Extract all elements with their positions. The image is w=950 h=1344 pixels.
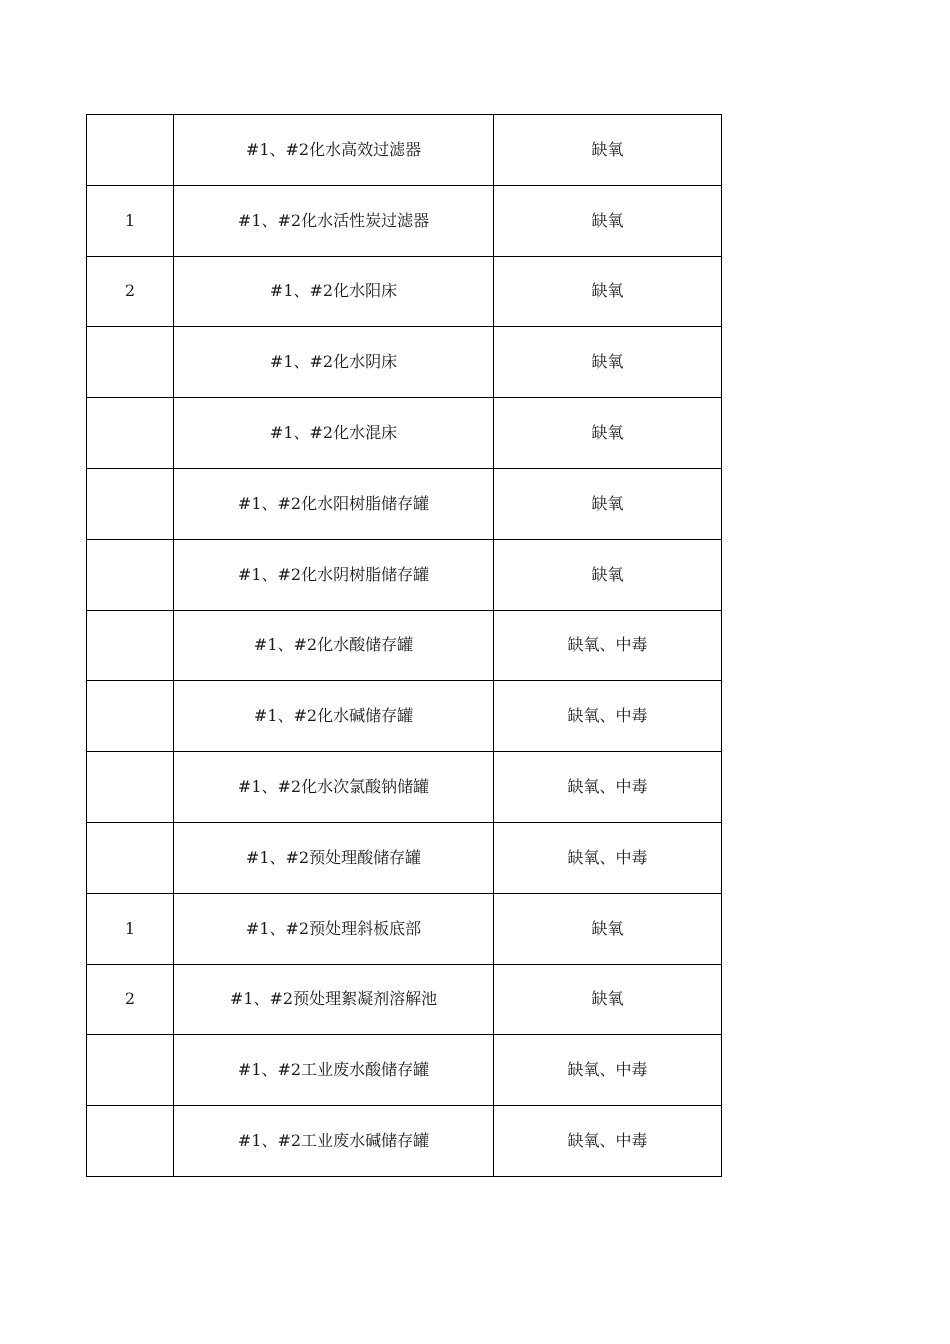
row-number-cell: 2 — [87, 256, 174, 327]
hazard-cell: 缺氧、中毒 — [494, 822, 722, 893]
location-name-cell: #1、#2化水碱储存罐 — [174, 681, 494, 752]
table-row — [87, 681, 722, 752]
table-row — [87, 539, 722, 610]
table-row — [87, 752, 722, 823]
row-number-cell — [87, 822, 174, 893]
table-row — [87, 185, 722, 256]
location-name-cell: #1、#2化水阳树脂储存罐 — [174, 468, 494, 539]
hazard-cell: 缺氧、中毒 — [494, 681, 722, 752]
row-number-cell — [87, 1106, 174, 1177]
hazard-cell: 缺氧 — [494, 539, 722, 610]
row-number-cell — [87, 468, 174, 539]
row-number-cell — [87, 398, 174, 469]
row-number-cell — [87, 115, 174, 186]
table-body — [87, 115, 722, 1177]
table-row — [87, 327, 722, 398]
row-number-cell — [87, 327, 174, 398]
table-row — [87, 893, 722, 964]
hazard-cell: 缺氧 — [494, 468, 722, 539]
table-row — [87, 822, 722, 893]
location-name-cell: #1、#2工业废水碱储存罐 — [174, 1106, 494, 1177]
location-name-cell: #1、#2化水酸储存罐 — [174, 610, 494, 681]
table-row — [87, 256, 722, 327]
row-number-cell — [87, 681, 174, 752]
location-name-cell: #1、#2化水活性炭过滤器 — [174, 185, 494, 256]
row-number-cell — [87, 539, 174, 610]
row-number-cell: 2 — [87, 964, 174, 1035]
hazard-cell: 缺氧、中毒 — [494, 1106, 722, 1177]
table-row — [87, 964, 722, 1035]
hazard-cell: 缺氧 — [494, 327, 722, 398]
location-name-cell: #1、#2化水混床 — [174, 398, 494, 469]
location-name-cell: #1、#2工业废水酸储存罐 — [174, 1035, 494, 1106]
hazard-cell: 缺氧、中毒 — [494, 1035, 722, 1106]
hazard-cell: 缺氧 — [494, 964, 722, 1035]
table-row — [87, 398, 722, 469]
table-row — [87, 115, 722, 186]
hazard-cell: 缺氧 — [494, 398, 722, 469]
table-row — [87, 1106, 722, 1177]
row-number-cell: 1 — [87, 185, 174, 256]
table-row — [87, 468, 722, 539]
location-name-cell: #1、#2预处理酸储存罐 — [174, 822, 494, 893]
row-number-cell — [87, 752, 174, 823]
hazard-cell: 缺氧 — [494, 115, 722, 186]
location-name-cell: #1、#2化水阴床 — [174, 327, 494, 398]
hazard-cell: 缺氧 — [494, 893, 722, 964]
row-number-cell — [87, 1035, 174, 1106]
row-number-cell — [87, 610, 174, 681]
location-name-cell: #1、#2化水阴树脂储存罐 — [174, 539, 494, 610]
location-name-cell: #1、#2化水阳床 — [174, 256, 494, 327]
confined-space-table — [86, 114, 722, 1177]
hazard-cell: 缺氧、中毒 — [494, 752, 722, 823]
location-name-cell: #1、#2化水高效过滤器 — [174, 115, 494, 186]
row-number-cell: 1 — [87, 893, 174, 964]
table-row — [87, 1035, 722, 1106]
hazard-cell: 缺氧 — [494, 185, 722, 256]
location-name-cell: #1、#2化水次氯酸钠储罐 — [174, 752, 494, 823]
hazard-cell: 缺氧、中毒 — [494, 610, 722, 681]
location-name-cell: #1、#2预处理斜板底部 — [174, 893, 494, 964]
hazard-cell: 缺氧 — [494, 256, 722, 327]
location-name-cell: #1、#2预处理絮凝剂溶解池 — [174, 964, 494, 1035]
table-row — [87, 610, 722, 681]
